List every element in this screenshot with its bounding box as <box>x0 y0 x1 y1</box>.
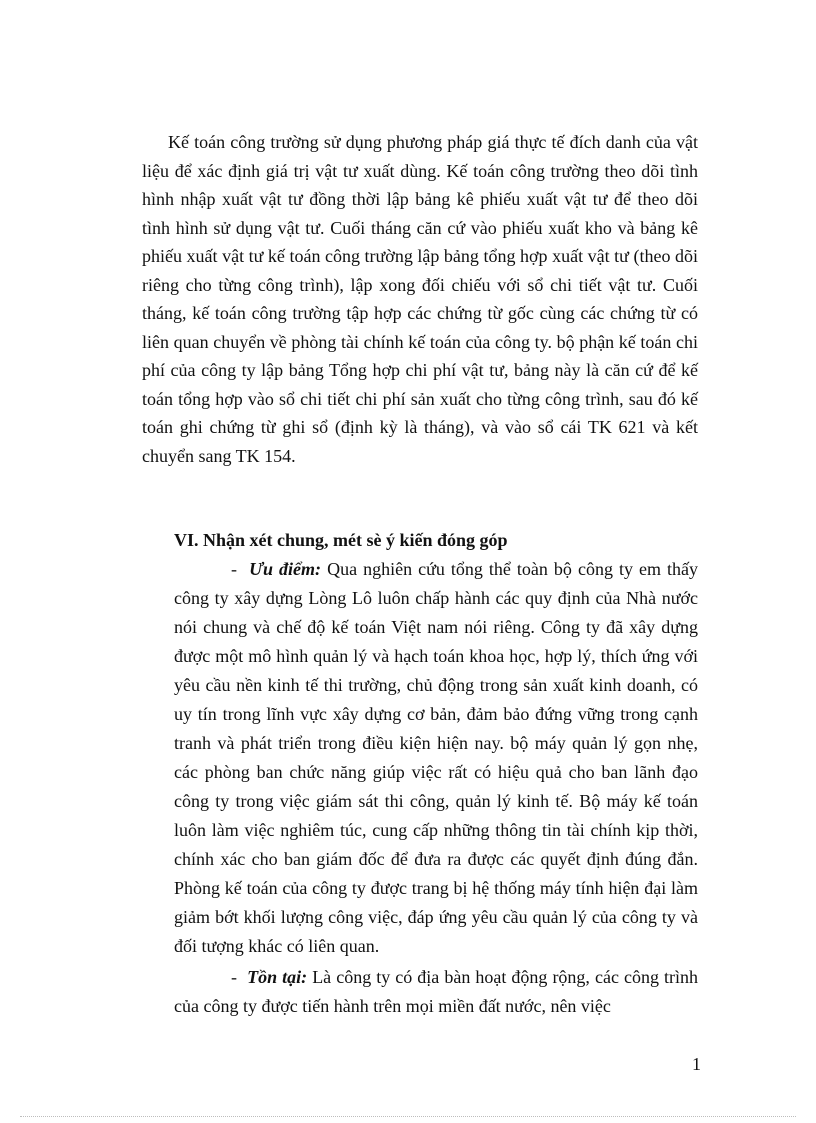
body-paragraph: Kế toán công trường sử dụng phương pháp giá thực tế đích danh của vật liệu để xác định giá trị vật tư xuất dùng. Kế toán công trường theo dõi tình hình nhập xuất vật tư đồng thời lập bảng kê phiếu xuất vật tư để theo dõi tình hình sử dụng vật tư. Cuối tháng căn cứ vào phiếu xuất kho và bảng kê phiếu xuất vật tư kế toán công trường lập bảng tổng hợp xuất vật tư (theo dõi riêng cho từng công trình), lập xong đối chiếu với sổ chi tiết vật tư. Cuối tháng, kế toán công trường tập hợp các chứng từ gốc cùng các chứng từ có liên quan chuyển về phòng tài chính kế toán của công ty. bộ phận kế toán chi phí của công ty lập bảng Tổng hợp chi phí vật tư, bảng này là căn cứ để kế toán tổng hợp vào sổ chi tiết chi phí sản xuất cho từng công trình, sau đó kế toán ghi chứng từ ghi sổ (định kỳ là tháng), và vào sổ cái TK 621 và kết chuyển sang TK 154. <box>142 132 698 466</box>
footer-divider <box>20 1116 796 1117</box>
list-item-term: Tồn tại: <box>247 967 308 987</box>
list-dash: - <box>231 559 237 579</box>
list-item-text: Qua nghiên cứu tổng thể toàn bộ công ty em thấy công ty xây dựng Lòng Lô luôn chấp hành các quy định của Nhà nước nói chung và chế độ kế toán Việt nam nói riêng. Công ty đã xây dựng được một mô hình quản lý và hạch toán khoa học, hợp lý, thích ứng với yêu cầu nền kinh tế thi trường, chủ động trong sản xuất kinh doanh, có uy tín trong lĩnh vực xây dựng cơ bản, đảm bảo đứng vững trong cạnh tranh và phát triển trong điều kiện hiện nay. bộ máy quản lý gọn nhẹ, các phòng ban chức năng giúp việc rất có hiệu quả cho ban lãnh đạo công ty trong việc giám sát thi công, quản lý kinh tế. Bộ máy kế toán luôn làm việc nghiêm túc, cung cấp những thông tin tài chính kịp thời, chính xác cho ban giám đốc để đưa ra được các quyết định đúng đắn. Phòng kế toán của công ty được trang bị hệ thống máy tính hiện đại làm giảm bớt khối lượng công việc, đáp ứng yêu cầu quản lý của công ty và đối tượng khác có liên quan. <box>174 559 699 956</box>
list-dash: - <box>231 967 237 987</box>
page-number: 1 <box>692 1054 701 1074</box>
list-item-text: Là công ty có địa bàn hoạt động rộng, các công trình của công ty được tiến hành trên mọi miền đất nước, nên việc <box>174 967 699 1016</box>
list-item-term: Ưu điểm: <box>249 559 322 579</box>
list-item-strengths <box>174 555 698 961</box>
list-item-weaknesses <box>174 963 698 1021</box>
section-heading: VI. Nhận xét chung, mét sè ý kiến đóng góp <box>174 530 508 550</box>
